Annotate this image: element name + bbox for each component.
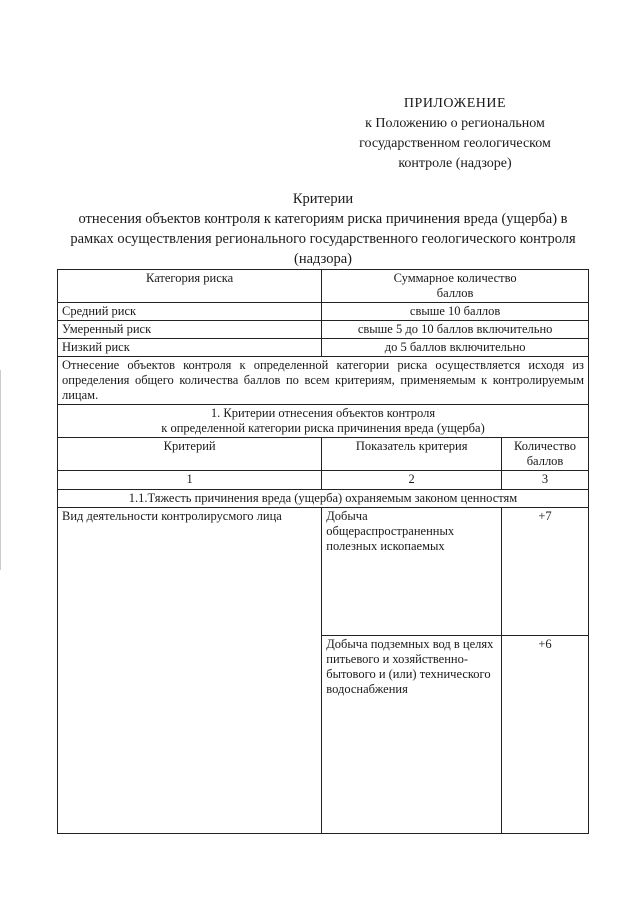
section-title-line: 1. Критерии отнесения объектов контроля — [210, 406, 436, 420]
criteria-title-block — [40, 189, 606, 269]
risk-points-cell: свыше 10 баллов — [322, 303, 589, 321]
scan-edge-line — [0, 370, 1, 570]
column-header-points — [502, 438, 589, 471]
risk-category-cell: Умеренный риск — [58, 321, 322, 339]
table-row — [58, 471, 589, 490]
table-row — [58, 270, 589, 303]
risk-category-cell: Низкий риск — [58, 339, 322, 357]
table-row — [58, 508, 589, 636]
criteria-title-line: отнесения объектов контроля к категориям риска причинения вреда (ущерба) в — [78, 211, 568, 227]
appendix-line: контроле (надзоре) — [398, 156, 512, 171]
appendix-line: государственном геологическом — [359, 136, 551, 151]
risk-points-cell: свыше 5 до 10 баллов включительно — [322, 321, 589, 339]
indicator-points-cell: +6 — [502, 636, 589, 834]
column-number: 3 — [502, 471, 589, 490]
appendix-block — [340, 94, 570, 174]
column-header-indicator: Показатель критерия — [322, 438, 502, 471]
appendix-heading: ПРИЛОЖЕНИЕ — [403, 96, 507, 111]
risk-category-cell: Средний риск — [58, 303, 322, 321]
criterion-cell: Вид деятельности контролирусмого лица — [58, 508, 322, 834]
table-row — [58, 339, 589, 357]
table-row — [58, 321, 589, 339]
header-label: Категория риска — [146, 271, 234, 285]
column-header-criterion: Критерий — [58, 438, 322, 471]
table-row — [58, 303, 589, 321]
risk-note-cell: Отнесение объектов контроля к определенной категории риска осуществляется исходя из определения общего количества баллов по всем критериям, применяемым к контролируемым лицам. — [58, 357, 589, 405]
header-label: Суммарное количество — [393, 271, 517, 285]
header-cell — [58, 270, 322, 303]
header-cell — [322, 270, 589, 303]
table-row — [58, 438, 589, 471]
column-number: 2 — [322, 471, 502, 490]
section-title-cell — [58, 405, 589, 438]
column-header-label: баллов — [526, 454, 564, 468]
criteria-title-line: рамках осуществления регионального государственного геологического контроля — [70, 231, 576, 247]
appendix-line: к Положению о региональном — [365, 116, 545, 131]
table-row — [58, 405, 589, 438]
indicator-points-cell: +7 — [502, 508, 589, 636]
table-row — [58, 490, 589, 508]
indicator-cell: Добыча общераспространенных полезных ископаемых — [322, 508, 502, 636]
column-header-label: Количество — [514, 439, 576, 453]
risk-points-cell: до 5 баллов включительно — [322, 339, 589, 357]
risk-table — [57, 269, 589, 834]
header-label: баллов — [436, 286, 474, 300]
column-number: 1 — [58, 471, 322, 490]
indicator-cell: Добыча подземных вод в целях питьевого и хозяйственно-бытового и (или) технического водоснабжения — [322, 636, 502, 834]
section-title-line: к определенной категории риска причинения вреда (ущерба) — [161, 421, 485, 435]
table-row — [58, 357, 589, 405]
subsection-title-cell: 1.1.Тяжесть причинения вреда (ущерба) охраняемым законом ценностям — [58, 490, 589, 508]
criteria-title-line: (надзора) — [294, 251, 352, 267]
criteria-title: Критерии — [292, 191, 354, 207]
